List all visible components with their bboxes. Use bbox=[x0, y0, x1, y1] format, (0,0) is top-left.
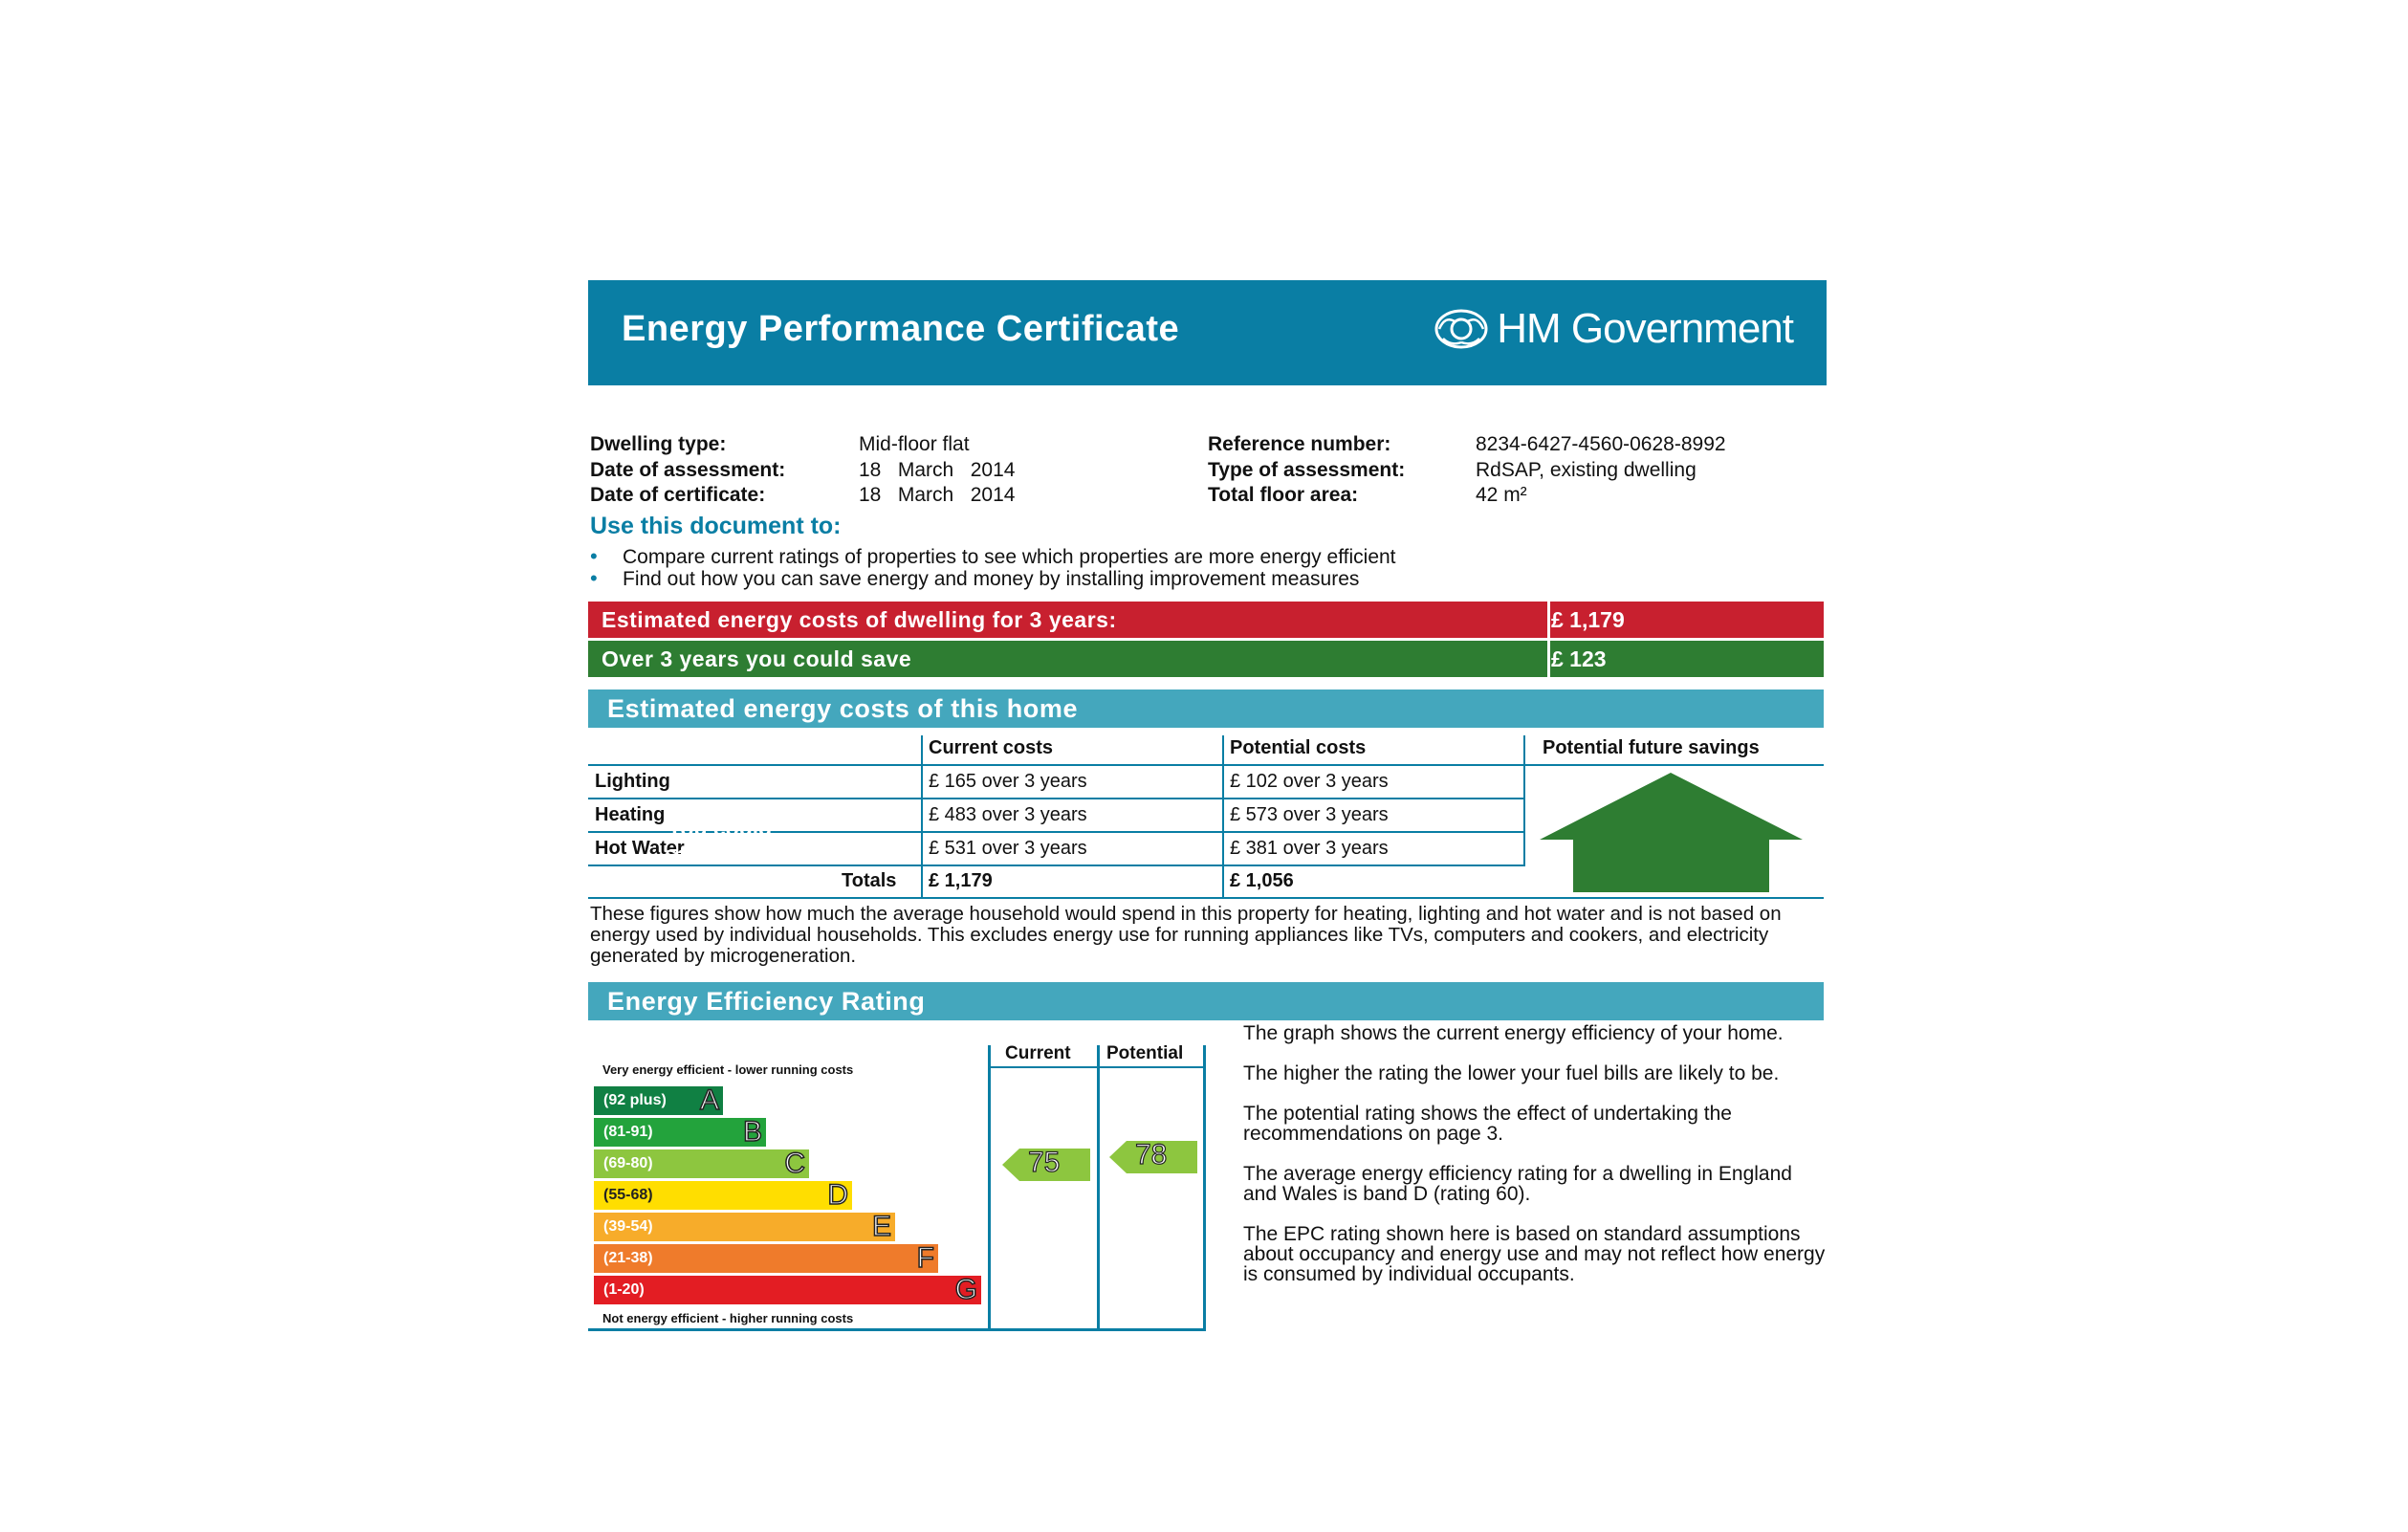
band-range: (92 plus) bbox=[603, 1092, 667, 1108]
estimated-cost-value: £ 1,179 bbox=[1551, 607, 1625, 632]
costs-section-header bbox=[588, 689, 1824, 728]
rating-band-b bbox=[594, 1118, 766, 1147]
lighting-potential: £ 102 over 3 years bbox=[1230, 771, 1389, 792]
column-rule bbox=[988, 1045, 991, 1330]
hot-water-potential: £ 381 over 3 years bbox=[1230, 838, 1389, 859]
heating-current: £ 483 over 3 years bbox=[929, 804, 1087, 825]
savings-line: save £ 123 bbox=[664, 842, 776, 866]
bullet-icon: • bbox=[590, 544, 598, 568]
explanation-paragraph: The higher the rating the lower your fuel bills are likely to be. bbox=[1243, 1062, 1780, 1084]
costs-section-title: Estimated energy costs of this home bbox=[607, 694, 1079, 723]
bullet-item bbox=[590, 566, 1359, 591]
header-banner bbox=[588, 280, 1827, 385]
use-heading: Use this document to: bbox=[590, 513, 842, 539]
rating-band-f bbox=[594, 1244, 938, 1273]
table-col-rule bbox=[1222, 735, 1224, 897]
crest-icon bbox=[1434, 308, 1489, 350]
column-rule bbox=[1097, 1045, 1100, 1330]
date-assessment-value: 18 March 2014 bbox=[859, 459, 1016, 481]
dwelling-type-label: Dwelling type: bbox=[590, 433, 727, 455]
explanation-paragraph: The graph shows the current energy efficiency of your home. bbox=[1243, 1022, 1784, 1044]
header-current-costs: Current costs bbox=[929, 737, 1054, 758]
column-current-label: Current bbox=[1005, 1043, 1071, 1063]
chart-base-rule bbox=[588, 1328, 1206, 1331]
band-range: (69-80) bbox=[603, 1155, 653, 1171]
band-range: (39-54) bbox=[603, 1218, 653, 1235]
row-label-hot-water: Hot Water bbox=[595, 838, 685, 859]
table-col-rule bbox=[1523, 735, 1525, 864]
house-arrow-text bbox=[588, 816, 851, 893]
rating-section-header bbox=[588, 982, 1824, 1020]
column-potential-label: Potential bbox=[1106, 1043, 1184, 1063]
band-letter: E bbox=[871, 1211, 891, 1242]
savings-line: You could bbox=[667, 816, 773, 841]
lighting-current: £ 165 over 3 years bbox=[929, 771, 1087, 792]
top-caption: Very energy efficient - lower running costs bbox=[602, 1062, 854, 1077]
hm-government-logo bbox=[1434, 305, 1793, 353]
band-letter: G bbox=[954, 1274, 977, 1305]
rating-section-title: Energy Efficiency Rating bbox=[607, 987, 926, 1016]
band-range: (21-38) bbox=[603, 1250, 653, 1266]
dwelling-type-value: Mid-floor flat bbox=[859, 433, 970, 455]
logo-text: HM Government bbox=[1497, 305, 1793, 352]
type-assessment-value: RdSAP, existing dwelling bbox=[1476, 459, 1697, 481]
band-letter: C bbox=[784, 1148, 805, 1179]
estimated-cost-bar bbox=[588, 602, 1824, 638]
savings-line: over 3 years bbox=[655, 867, 784, 892]
costs-note: These figures show how much the average household would spend in this property for heating, lighting and hot water and is not based on energy used by individual households. This excludes energy use for running appliances like TVs, computers and cookers, and electricity generated by microgeneration. bbox=[590, 903, 1782, 967]
rating-explanation bbox=[1243, 1023, 1827, 1304]
explanation-paragraph: The average energy efficiency rating for a dwelling in England and Wales is band D (rating 60). bbox=[1243, 1163, 1792, 1205]
savings-label: Over 3 years you could save bbox=[602, 646, 912, 671]
column-header-rule bbox=[988, 1066, 1206, 1068]
document-title: Energy Performance Certificate bbox=[622, 309, 1180, 349]
rating-band-a bbox=[594, 1086, 723, 1115]
totals-current: £ 1,179 bbox=[929, 870, 993, 891]
column-rule bbox=[1203, 1045, 1206, 1330]
bullet-text: Compare current ratings of properties to see which properties are more energy efficient bbox=[623, 546, 1396, 568]
band-range: (55-68) bbox=[603, 1187, 653, 1203]
table-rule bbox=[588, 798, 1525, 799]
row-label-heating: Heating bbox=[595, 804, 666, 825]
date-certificate-label: Date of certificate: bbox=[590, 484, 766, 506]
bullet-text: Find out how you can save energy and money by installing improvement measures bbox=[623, 568, 1360, 590]
header-future-savings: Potential future savings bbox=[1543, 737, 1760, 758]
band-letter: A bbox=[699, 1084, 719, 1116]
table-rule bbox=[588, 764, 1824, 766]
bottom-caption: Not energy efficient - higher running costs bbox=[602, 1311, 854, 1325]
rating-band-e bbox=[594, 1213, 895, 1241]
rating-band-d bbox=[594, 1181, 852, 1210]
hot-water-current: £ 531 over 3 years bbox=[929, 838, 1087, 859]
reference-value: 8234-6427-4560-0628-8992 bbox=[1476, 433, 1726, 455]
reference-label: Reference number: bbox=[1208, 433, 1391, 455]
divider bbox=[1547, 641, 1550, 677]
explanation-paragraph: The EPC rating shown here is based on standard assumptions about occupancy and energy use and may not reflect how energy is consumed by individual occupants. bbox=[1243, 1223, 1826, 1285]
date-certificate-value: 18 March 2014 bbox=[859, 484, 1016, 506]
band-letter: D bbox=[827, 1179, 848, 1211]
band-range: (81-91) bbox=[603, 1124, 653, 1140]
totals-label: Totals bbox=[842, 870, 897, 891]
band-range: (1-20) bbox=[603, 1281, 645, 1298]
band-letter: F bbox=[916, 1242, 934, 1274]
table-col-rule bbox=[921, 735, 923, 897]
savings-bar bbox=[588, 641, 1824, 677]
table-rule bbox=[588, 897, 1824, 899]
savings-value: £ 123 bbox=[1551, 646, 1607, 671]
divider bbox=[1547, 602, 1550, 638]
house-arrow-icon bbox=[1540, 773, 1803, 892]
floor-area-label: Total floor area: bbox=[1208, 484, 1359, 506]
band-letter: B bbox=[742, 1116, 762, 1148]
rating-band-g bbox=[594, 1276, 981, 1304]
potential-rating-value: 78 bbox=[1135, 1139, 1168, 1171]
floor-area-value: 42 m² bbox=[1476, 484, 1527, 506]
rating-band-c bbox=[594, 1149, 809, 1178]
type-assessment-label: Type of assessment: bbox=[1208, 459, 1406, 481]
explanation-paragraph: The potential rating shows the effect of undertaking the recommendations on page 3. bbox=[1243, 1103, 1732, 1145]
current-rating-value: 75 bbox=[1028, 1147, 1061, 1178]
heating-potential: £ 573 over 3 years bbox=[1230, 804, 1389, 825]
bullet-icon: • bbox=[590, 566, 598, 590]
row-label-lighting: Lighting bbox=[595, 771, 670, 792]
totals-potential: £ 1,056 bbox=[1230, 870, 1294, 891]
date-assessment-label: Date of assessment: bbox=[590, 459, 786, 481]
header-potential-costs: Potential costs bbox=[1230, 737, 1367, 758]
estimated-cost-label: Estimated energy costs of dwelling for 3 years: bbox=[602, 607, 1117, 632]
